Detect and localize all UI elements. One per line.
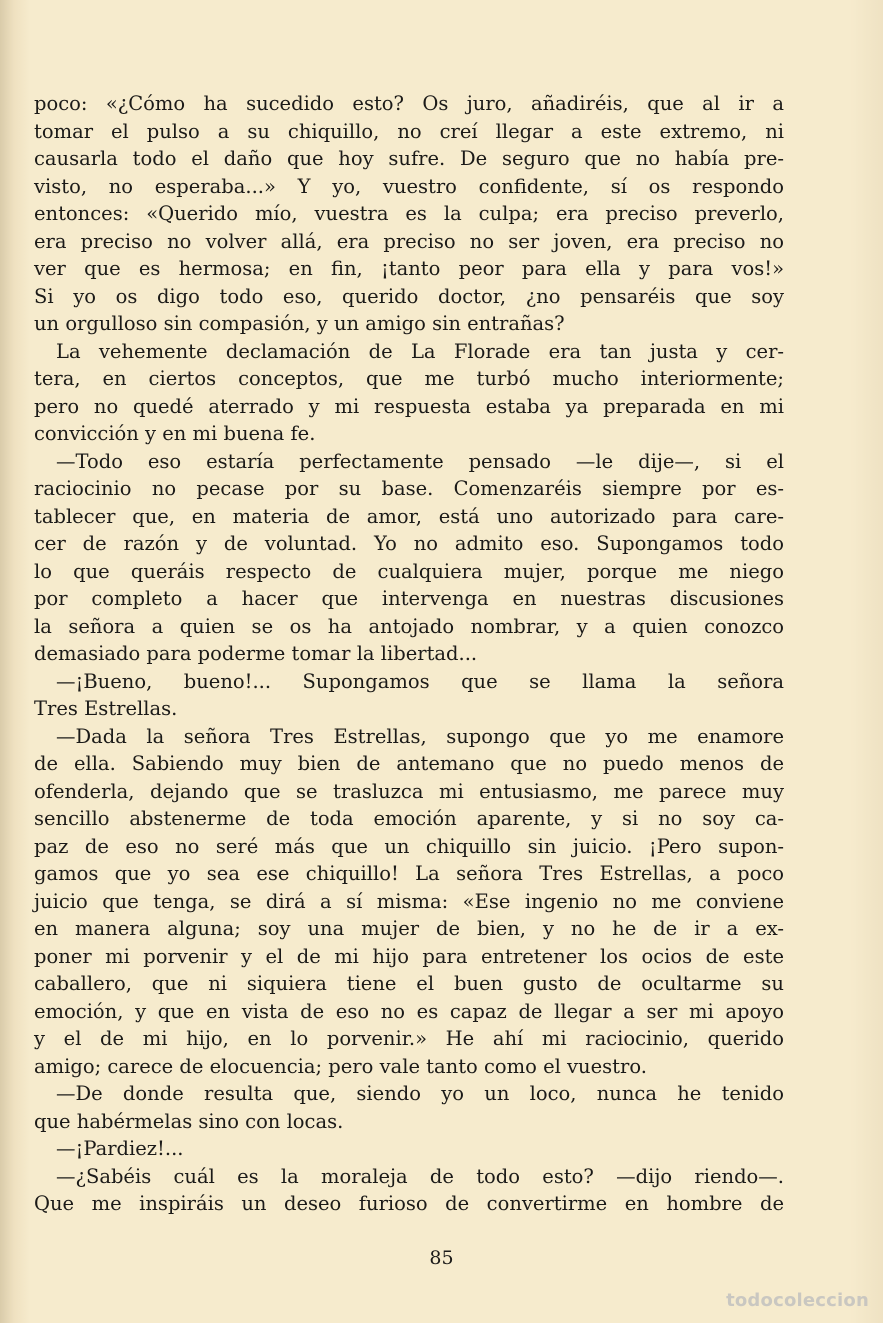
text-line: ver que es hermosa; en fin, ¡tanto peor para ella y para vos!» bbox=[34, 257, 784, 280]
text-line: entonces: «Querido mío, vuestra es la culpa; era preciso preverlo, bbox=[34, 202, 784, 225]
text-line: causarla todo el daño que hoy sufre. De seguro que no había pre- bbox=[34, 147, 784, 170]
text-line: tablecer que, en materia de amor, está uno autorizado para care- bbox=[34, 504, 784, 528]
text-line: raciocinio no pecase por su base. Comenzaréis siempre por es- bbox=[34, 477, 784, 500]
text-line: la señora a quien se os ha antojado nombrar, y a quien conozco bbox=[34, 614, 784, 638]
text-line: poner mi porvenir y el de mi hijo para entretener los ocios de este bbox=[34, 944, 784, 968]
text-line: emoción, y que en vista de eso no es capaz de llegar a ser mi apoyo bbox=[34, 999, 784, 1023]
text-line: por completo a hacer que intervenga en nuestras discusiones bbox=[34, 587, 784, 610]
watermark-logo: todocoleccion bbox=[726, 1290, 869, 1311]
page-number: 85 bbox=[429, 1247, 454, 1269]
text-line: gamos que yo sea ese chiquillo! La señora Tres Estrellas, a poco bbox=[34, 862, 784, 885]
text-line: que habérmelas sino con locas. bbox=[34, 1109, 344, 1133]
text-line: de ella. Sabiendo muy bien de antemano que no puedo menos de bbox=[34, 752, 784, 775]
text-line: Si yo os digo todo eso, querido doctor, ¿no pensaréis que soy bbox=[34, 284, 784, 308]
text-line: amigo; carece de elocuencia; pero vale tanto como el vuestro. bbox=[34, 1054, 647, 1078]
text-line: demasiado para poderme tomar la libertad... bbox=[34, 642, 478, 665]
text-line: —De donde resulta que, siendo yo un loco, nunca he tenido bbox=[56, 1082, 784, 1105]
text-line: tomar el pulso a su chiquillo, no creí llegar a este extremo, ni bbox=[34, 119, 784, 143]
text-line: —¡Pardiez!... bbox=[56, 1137, 184, 1160]
text-line: pero no quedé aterrado y mi respuesta estaba ya preparada en mi bbox=[34, 394, 784, 418]
text-line: en manera alguna; soy una mujer de bien, y no he de ir a ex- bbox=[34, 917, 784, 940]
text-line: visto, no esperaba...» Y yo, vuestro confidente, sí os respondo bbox=[34, 174, 784, 198]
text-line: La vehemente declamación de La Florade era tan justa y cer- bbox=[56, 339, 784, 363]
text-line: era preciso no volver allá, era preciso no ser joven, era preciso no bbox=[34, 229, 784, 253]
text-line: y el de mi hijo, en lo porvenir.» He ahí mi raciocinio, querido bbox=[34, 1027, 784, 1050]
text-line: un orgulloso sin compasión, y un amigo sin entrañas? bbox=[34, 312, 565, 335]
text-line: ofenderla, dejando que se trasluzca mi entusiasmo, me parece muy bbox=[34, 779, 784, 803]
text-line: —¿Sabéis cuál es la moraleja de todo esto? —dijo riendo—. bbox=[56, 1164, 784, 1188]
text-line: sencillo abstenerme de toda emoción aparente, y si no soy ca- bbox=[34, 807, 784, 830]
text-line: —Dada la señora Tres Estrellas, supongo que yo me enamore bbox=[56, 724, 784, 748]
text-line: juicio que tenga, se dirá a sí misma: «Ese ingenio no me conviene bbox=[34, 889, 784, 913]
text-line: paz de eso no seré más que un chiquillo sin juicio. ¡Pero supon- bbox=[34, 834, 784, 858]
text-line: tera, en ciertos conceptos, que me turbó mucho interiormente; bbox=[34, 367, 784, 390]
body-text bbox=[34, 90, 784, 1218]
text-line: poco: «¿Cómo ha sucedido esto? Os juro, añadiréis, que al ir a bbox=[34, 92, 784, 115]
text-line: caballero, que ni siquiera tiene el buen gusto de ocultarme su bbox=[34, 972, 784, 995]
text-line: Que me inspiráis un deseo furioso de convertirme en hombre de bbox=[34, 1192, 784, 1215]
text-line: —¡Bueno, bueno!... Supongamos que se llama la señora bbox=[56, 669, 784, 693]
text-line: —Todo eso estaría perfectamente pensado —le dije—, si el bbox=[56, 449, 784, 473]
text-line: Tres Estrellas. bbox=[34, 697, 178, 720]
text-line: lo que queráis respecto de cualquiera mujer, porque me niego bbox=[34, 559, 784, 583]
text-line: cer de razón y de voluntad. Yo no admito eso. Supongamos todo bbox=[34, 532, 784, 555]
text-line: convicción y en mi buena fe. bbox=[34, 422, 316, 445]
